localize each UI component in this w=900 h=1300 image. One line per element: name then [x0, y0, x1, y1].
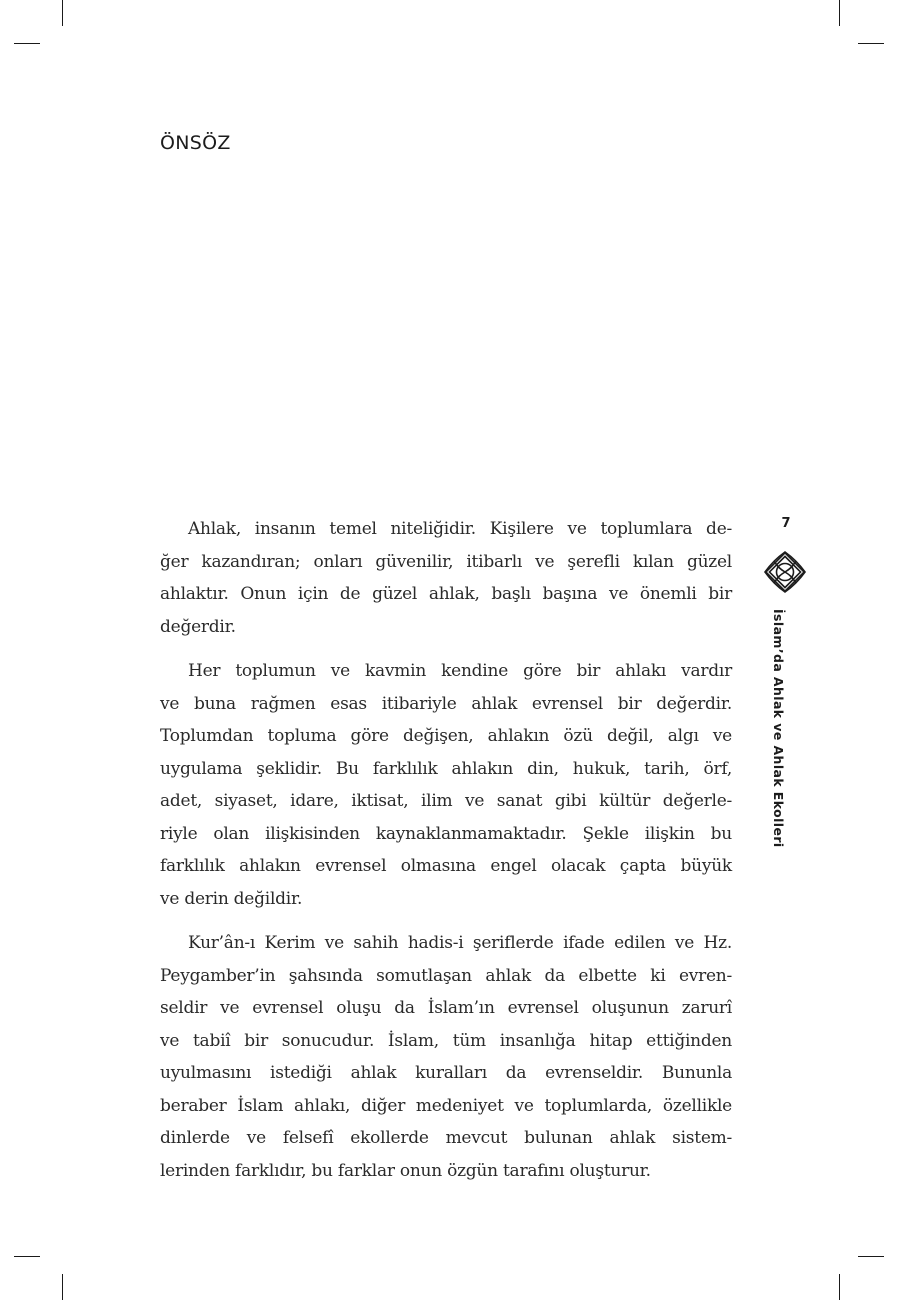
running-title: İslam’da Ahlak ve Ahlak Ekolleri: [771, 609, 786, 848]
text-line: adet, siyaset, idare, iktisat, ilim ve sanat gibi kültür değerle-: [160, 791, 732, 811]
ornamental-knot-emblem-icon: [762, 549, 808, 595]
text-line: riyle olan ilişkisinden kaynaklanmamaktadır. Şekle ilişkin bu: [160, 823, 732, 844]
text-line: Toplumdan topluma göre değişen, ahlakın özü değil, algı ve: [160, 726, 732, 746]
text-line: dinlerde ve felsefî ekollerde mevcut bulunan ahlak sistem-: [160, 1128, 732, 1148]
paragraph: [160, 655, 732, 915]
crop-mark: [14, 43, 40, 44]
text-line: Peygamber’in şahsında somutlaşan ahlak da elbette ki evren-: [160, 965, 732, 986]
crop-mark: [14, 1256, 40, 1257]
paragraph: [160, 513, 732, 643]
crop-mark: [839, 0, 840, 26]
text-line: değerdir.: [160, 616, 236, 637]
page-number: 7: [781, 516, 791, 531]
text-line: uyulmasını istediği ahlak kuralları da evrenseldir. Bununla: [160, 1063, 732, 1083]
text-line: farklılık ahlakın evrensel olmasına engel olacak çapta büyük: [160, 856, 732, 876]
crop-mark: [858, 1256, 884, 1257]
text-line: lerinden farklıdır, bu farklar onun özgün tarafını oluşturur.: [160, 1160, 651, 1181]
text-line: seldir ve evrensel oluşu da İslam’ın evrensel oluşunun zarurî: [160, 998, 732, 1018]
chapter-title: ÖNSÖZ: [160, 132, 231, 154]
text-line: Ahlak, insanın temel niteliğidir. Kişilere ve toplumlara de-: [188, 519, 732, 539]
text-line: ahlaktır. Onun için de güzel ahlak, başlı başına ve önemli bir: [160, 584, 732, 604]
body-text: [160, 513, 732, 1199]
text-line: ğer kazandıran; onları güvenilir, itibarlı ve şerefli kılan güzel: [160, 551, 732, 572]
crop-mark: [62, 1274, 63, 1300]
crop-mark: [62, 0, 63, 26]
crop-mark: [858, 43, 884, 44]
crop-mark: [839, 1274, 840, 1300]
text-line: ve derin değildir.: [160, 888, 303, 909]
text-line: Her toplumun ve kavmin kendine göre bir ahlakı vardır: [188, 661, 732, 681]
text-line: ve buna rağmen esas itibariyle ahlak evrensel bir değerdir.: [160, 693, 732, 714]
text-line: Kur’ân-ı Kerim ve sahih hadis-i şeriflerde ifade edilen ve Hz.: [188, 933, 732, 953]
text-line: uygulama şeklidir. Bu farklılık ahlakın din, hukuk, tarih, örf,: [160, 758, 732, 779]
paragraph: [160, 927, 732, 1187]
text-line: beraber İslam ahlakı, diğer medeniyet ve toplumlarda, özellikle: [160, 1095, 732, 1116]
text-line: ve tabiî bir sonucudur. İslam, tüm insanlığa hitap ettiğinden: [160, 1030, 732, 1051]
